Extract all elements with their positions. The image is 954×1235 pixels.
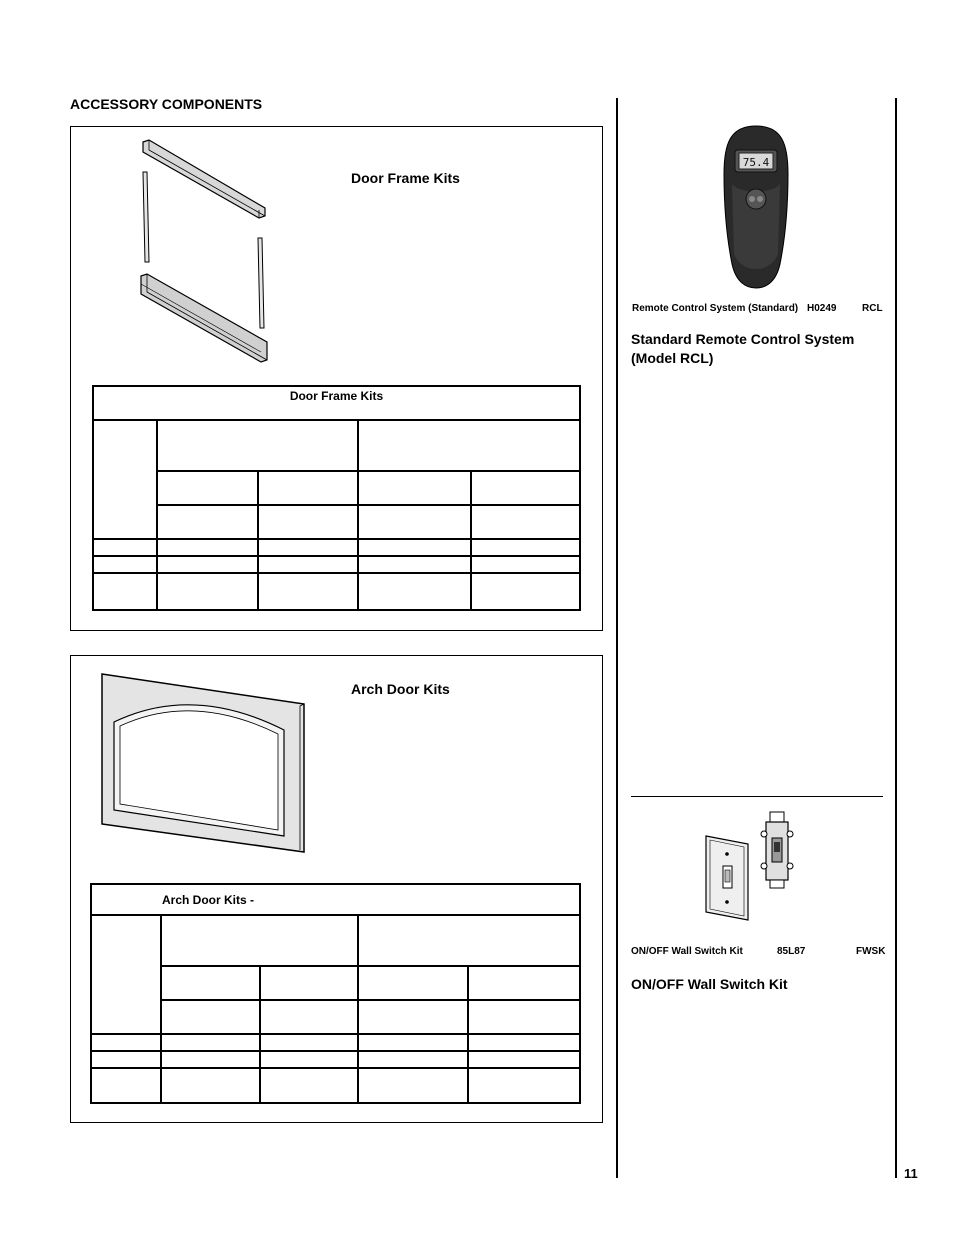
table-cell (471, 539, 580, 556)
remote-control-illustration (720, 124, 792, 290)
table-cell (258, 505, 358, 539)
section-title: ACCESSORY COMPONENTS (70, 96, 263, 112)
table-cell (358, 915, 580, 966)
door-frame-heading: Door Frame Kits (351, 170, 460, 186)
table-cell (358, 573, 471, 610)
table-cell (358, 1068, 468, 1103)
table-cell (260, 1000, 358, 1034)
table-cell (91, 1034, 161, 1051)
table-cell (93, 420, 157, 539)
remote-heading-line1: Standard Remote Control System (631, 331, 855, 347)
door-frame-illustration (135, 138, 275, 363)
table-cell (258, 539, 358, 556)
table-cell (358, 505, 471, 539)
wall-switch-illustration (700, 808, 810, 923)
switch-caption-name: ON/OFF Wall Switch Kit (631, 946, 743, 957)
column-divider-right (895, 98, 897, 1178)
table-cell (471, 471, 580, 505)
table-cell (260, 966, 358, 1000)
column-divider-left (616, 98, 618, 1178)
table-cell (157, 471, 258, 505)
arch-door-illustration (98, 670, 310, 855)
table-cell (161, 1034, 260, 1051)
table-cell (93, 556, 157, 573)
arch-door-table-title-text: Arch Door Kits - (162, 892, 255, 907)
table-cell (93, 539, 157, 556)
arch-door-heading: Arch Door Kits (351, 681, 450, 697)
remote-caption-name: Remote Control System (Standard) (632, 303, 799, 314)
table-cell (161, 1000, 260, 1034)
table-cell (358, 539, 471, 556)
table-cell (161, 1068, 260, 1103)
table-cell (258, 573, 358, 610)
table-cell (358, 966, 468, 1000)
switch-caption-model: FWSK (856, 946, 886, 957)
door-frame-table (92, 385, 581, 611)
table-cell (471, 556, 580, 573)
arch-door-table (90, 883, 581, 1104)
remote-display-text: 75.4 (742, 156, 770, 169)
table-cell (358, 420, 580, 471)
table-cell (157, 420, 358, 471)
table-cell (468, 1068, 580, 1103)
section-separator (631, 796, 883, 797)
door-frame-table-title-text: Door Frame Kits (289, 389, 384, 403)
table-cell (161, 1051, 260, 1068)
table-cell (91, 915, 161, 1034)
table-cell (157, 505, 258, 539)
table-cell (468, 1000, 580, 1034)
table-cell (260, 1068, 358, 1103)
table-cell (260, 1034, 358, 1051)
switch-caption-part: 85L87 (777, 946, 806, 957)
table-cell (157, 539, 258, 556)
table-cell (358, 1034, 468, 1051)
table-cell (157, 573, 258, 610)
remote-caption-part: H0249 (807, 303, 837, 314)
table-cell (161, 966, 260, 1000)
table-cell (358, 1000, 468, 1034)
table-cell (468, 1034, 580, 1051)
switch-heading: ON/OFF Wall Switch Kit (631, 976, 788, 992)
page-number: 11 (904, 1166, 918, 1181)
table-cell (258, 471, 358, 505)
table-cell (157, 556, 258, 573)
table-cell (471, 573, 580, 610)
table-cell (161, 915, 358, 966)
table-cell (358, 556, 471, 573)
arch-door-table-title (91, 884, 580, 915)
table-cell (93, 573, 157, 610)
remote-heading-line2: (Model RCL) (631, 350, 714, 366)
table-cell (91, 1051, 161, 1068)
remote-caption-model: RCL (862, 303, 883, 314)
table-cell (468, 966, 580, 1000)
table-cell (258, 556, 358, 573)
table-cell (91, 1068, 161, 1103)
table-cell (468, 1051, 580, 1068)
table-cell (358, 1051, 468, 1068)
table-cell (471, 505, 580, 539)
table-cell (260, 1051, 358, 1068)
table-cell (358, 471, 471, 505)
door-frame-table-title (93, 386, 580, 420)
